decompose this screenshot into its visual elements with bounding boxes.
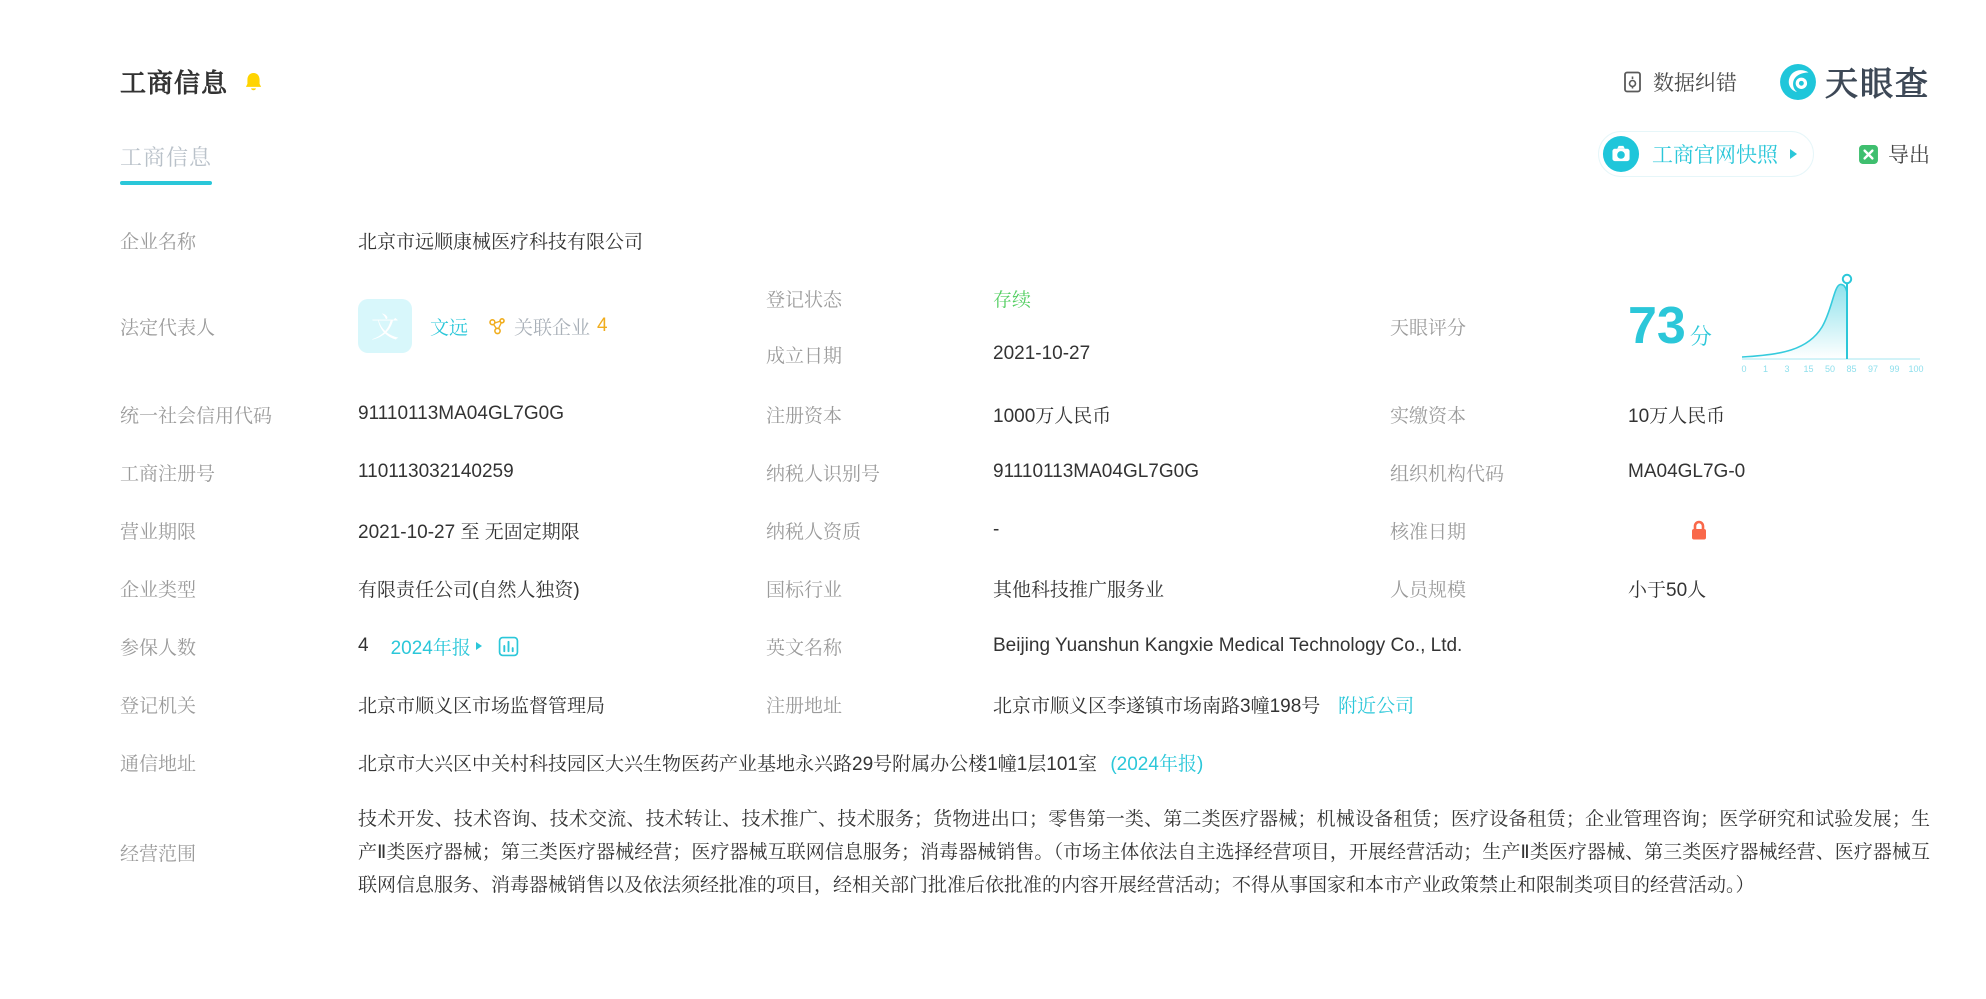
field-label: 登记机关 <box>120 695 197 717</box>
legal-rep-cell <box>358 299 766 353</box>
related-companies-count: 4 <box>597 315 608 336</box>
establish-date-value: 2021-10-27 <box>993 343 1091 364</box>
field-label: 实缴资本 <box>1390 405 1467 427</box>
tab-bar <box>120 131 1930 185</box>
annual-report-label: 2024年报 <box>390 637 471 659</box>
header-right <box>1622 58 1930 105</box>
field-label: 纳税人资质 <box>766 521 862 543</box>
table-row-business-scope <box>120 791 1930 922</box>
official-snapshot-button[interactable] <box>1598 131 1814 177</box>
table-row-insured <box>120 617 1930 675</box>
export-button[interactable] <box>1858 139 1930 169</box>
field-label: 统一社会信用代码 <box>120 405 273 427</box>
mail-address-value: 北京市大兴区中关村科技园区大兴生物医药产业基地永兴路29号附属办公楼1幢1层101室 <box>358 753 1097 775</box>
nearby-companies-link[interactable]: 附近公司 <box>1338 695 1415 717</box>
org-code-value: MA04GL7G-0 <box>1628 461 1746 482</box>
field-label: 国标行业 <box>766 579 843 601</box>
reg-address-value: 北京市顺义区李遂镇市场南路3幢198号 <box>993 695 1321 717</box>
reg-capital-value: 1000万人民币 <box>993 405 1112 427</box>
tab-business-info[interactable] <box>120 141 212 185</box>
related-companies-link[interactable] <box>488 313 608 340</box>
field-label: 营业期限 <box>120 521 197 543</box>
field-label: 企业类型 <box>120 579 197 601</box>
tab-actions <box>1598 131 1930 185</box>
svg-text:15: 15 <box>1803 364 1814 374</box>
network-graph-icon <box>488 317 507 336</box>
field-label: 参保人数 <box>120 637 197 659</box>
lock-icon <box>1688 518 1710 542</box>
staff-size-value: 小于50人 <box>1628 579 1707 601</box>
svg-text:99: 99 <box>1889 364 1900 374</box>
credit-code-value: 91110113MA04GL7G0G <box>358 403 564 424</box>
english-name-value: Beijing Yuanshun Kangxie Medical Technology Co., Ltd. <box>993 635 1463 656</box>
tab-active-underline <box>120 181 212 185</box>
svg-text:1: 1 <box>1762 364 1768 374</box>
company-type-value: 有限责任公司(自然人独资) <box>358 579 580 601</box>
annual-report-link[interactable] <box>391 633 482 660</box>
company-name-value: 北京市远顺康械医疗科技有限公司 <box>358 231 644 253</box>
chevron-right-icon <box>1790 149 1797 159</box>
svg-text:97: 97 <box>1867 364 1878 374</box>
field-label: 经营范围 <box>120 844 197 865</box>
field-label: 法定代表人 <box>120 317 216 339</box>
tab-label: 工商信息 <box>120 145 213 170</box>
score-display[interactable] <box>1628 275 1930 377</box>
insured-value-group <box>358 633 766 660</box>
score-unit: 分 <box>1689 323 1712 349</box>
industry-value: 其他科技推广服务业 <box>993 579 1165 601</box>
bell-icon[interactable] <box>244 71 263 93</box>
reg-authority-value: 北京市顺义区市场监督管理局 <box>358 695 606 717</box>
status-badge: 存续 <box>993 289 1032 311</box>
page-title: 工商信息 <box>120 68 229 98</box>
table-row-reg-authority <box>120 675 1930 733</box>
svg-text:0: 0 <box>1741 364 1747 374</box>
company-info-table <box>120 213 1930 922</box>
score-label: 天眼评分 <box>1390 317 1467 339</box>
table-row-reg-status <box>766 276 1390 320</box>
taxpayer-quality-value: - <box>993 519 1000 540</box>
data-correction-label: 数据纠错 <box>1653 71 1737 95</box>
paid-capital-value: 10万人民币 <box>1628 405 1726 427</box>
chevron-right-icon <box>476 642 482 650</box>
table-row-establish-date <box>766 332 1390 376</box>
status-date-stack <box>766 276 1390 376</box>
locked-value[interactable] <box>1688 518 1930 542</box>
field-label: 工商注册号 <box>120 463 216 485</box>
insured-count-value: 4 <box>358 635 369 656</box>
field-label: 注册资本 <box>766 405 843 427</box>
svg-text:3: 3 <box>1784 364 1790 374</box>
field-label: 纳税人识别号 <box>766 463 881 485</box>
field-label: 企业名称 <box>120 231 197 253</box>
insured-chart-button[interactable] <box>498 636 519 657</box>
field-label: 注册地址 <box>766 695 843 717</box>
svg-text:85: 85 <box>1846 364 1857 374</box>
edit-doc-icon <box>1622 70 1644 94</box>
tianyan-score-cell <box>1390 275 1930 377</box>
field-label: 通信地址 <box>120 753 197 775</box>
legal-rep-name-link[interactable]: 文远 <box>430 317 469 339</box>
mail-address-cell <box>358 749 1930 776</box>
table-row-legal-rep <box>120 267 1930 385</box>
table-row-mail-address <box>120 733 1930 791</box>
brand-logo[interactable] <box>1779 58 1930 105</box>
table-row-company-type <box>120 559 1930 617</box>
svg-text:50: 50 <box>1824 364 1835 374</box>
snapshot-label: 工商官网快照 <box>1652 144 1778 167</box>
business-term-value: 2021-10-27 至 无固定期限 <box>358 521 580 543</box>
field-label: 核准日期 <box>1390 521 1467 543</box>
data-correction-button[interactable] <box>1622 67 1737 97</box>
business-scope-value: 技术开发、技术咨询、技术交流、技术转让、技术推广、技术服务；货物进出口；零售第一类、第二类医疗器械；机械设备租赁；医疗设备租赁；企业管理咨询；医学研究和试验发展；生产Ⅱ类医疗器械；第三类医疗器械经营；医疗器械互联网信息服务；消毒器械销售。（市场主体依法自主选择经营项目，开展经营活动；生产Ⅱ类医疗器械、第三类医疗器械经营、医疗器械互联网信息服务、消毒器械销售以及依法须经批准的项目，经相关部门批准后依批准的内容开展经营活动；不得从事国家和本市产业政策禁止和限制类项目的经营活动。） <box>358 809 1930 896</box>
score-distribution-chart <box>1736 271 1926 377</box>
field-label: 成立日期 <box>766 345 843 367</box>
taxpayer-id-value: 91110113MA04GL7G0G <box>993 461 1199 482</box>
legal-rep-avatar[interactable]: 文 <box>358 299 412 353</box>
related-companies-label: 关联企业 <box>514 317 591 339</box>
mail-annual-report-link[interactable]: (2024年报) <box>1110 753 1204 775</box>
table-row-reg-number <box>120 443 1930 501</box>
field-label: 人员规模 <box>1390 579 1467 601</box>
export-label: 导出 <box>1888 144 1930 167</box>
svg-text:100: 100 <box>1908 364 1924 374</box>
table-row-credit-code <box>120 385 1930 443</box>
excel-export-icon <box>1858 144 1879 165</box>
title-wrap <box>120 63 263 100</box>
score-value: 73 <box>1628 297 1686 355</box>
camera-icon <box>1602 135 1640 173</box>
brand-name: 天眼查 <box>1825 65 1930 102</box>
field-label: 组织机构代码 <box>1390 463 1505 485</box>
field-label: 登记状态 <box>766 289 843 311</box>
panel-header <box>120 0 1930 105</box>
tianyancha-logo-icon <box>1779 63 1817 101</box>
field-label: 英文名称 <box>766 637 843 659</box>
reg-address-cell <box>993 691 1930 718</box>
reg-number-value: 110113032140259 <box>358 461 514 482</box>
table-row-company-name <box>120 213 1930 267</box>
table-row-business-term <box>120 501 1930 559</box>
